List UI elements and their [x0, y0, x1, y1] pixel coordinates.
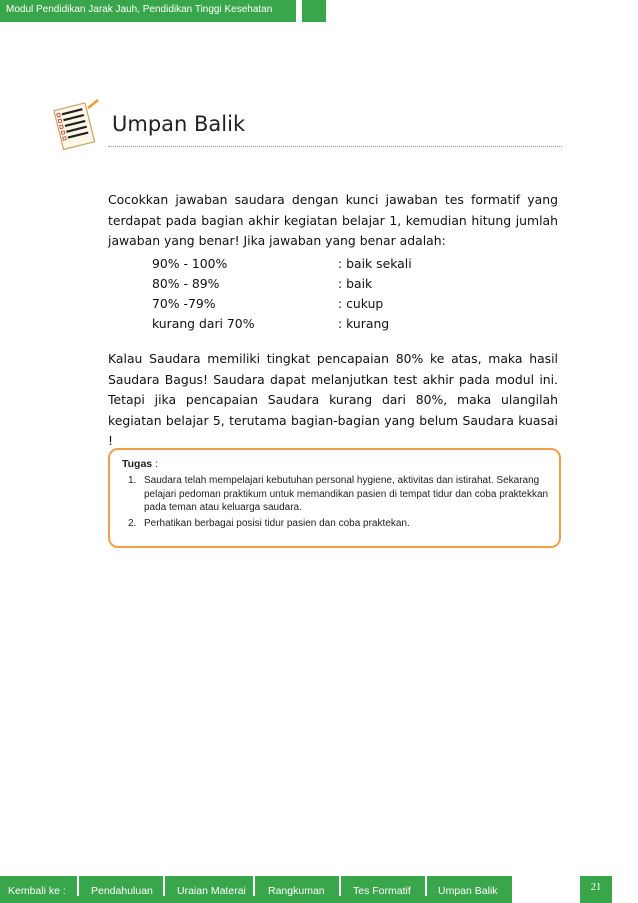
intro-paragraph: Cocokkan jawaban saudara dengan kunci jawaban tes formatif yang terdapat pada bagian akhir kegiatan belajar 1, kemudian hitung jumlah jawaban yang benar! Jika jawaban yang benar adalah: [108, 192, 558, 248]
nav-link-uraian-materai[interactable]: Uraian Materai [177, 885, 246, 897]
grade-row [152, 256, 412, 276]
grade-label: : cukup [338, 296, 384, 311]
task-item [128, 474, 558, 515]
closing-paragraph: Kalau Saudara memiliki tingkat pencapaian 80% ke atas, maka hasil Saudara Bagus! Saudara dapat melanjutkan test akhir pada modul ini. Tetapi jika pencapaian Saudara kurang dari 80%, maka ulangilah kegiatan belajar 5, terutama bagian-bagian yang belum Saudara kuasai ! [108, 351, 558, 448]
task-text: Saudara telah mempelajari kebutuhan personal hygiene, aktivitas dan istirahat. Sekarang pelajari pedoman praktikum untuk memandikan pasien di tempat tidur dan coba praktekkan pada teman atau keluarga saudara. [144, 475, 549, 513]
header-bar [0, 0, 296, 22]
page-number: 21 [590, 882, 602, 893]
nav-link-rangkuman[interactable]: Rangkuman [268, 885, 325, 897]
task-heading-label: Tugas [122, 458, 153, 470]
footer-nav [0, 876, 512, 903]
nav-separator [425, 876, 427, 896]
section-title: Umpan Balik [112, 112, 246, 136]
grade-range: 90% - 100% [152, 256, 228, 271]
nav-separator [77, 876, 79, 896]
grade-label: : baik sekali [338, 256, 412, 271]
task-text: Perhatikan berbagai posisi tidur pasien dan coba praktekan. [144, 518, 410, 529]
nav-link-pendahuluan[interactable]: Pendahuluan [91, 885, 153, 897]
grade-label: : baik [338, 276, 373, 291]
nav-link-tes-formatif[interactable]: Tes Formatif [353, 885, 411, 897]
grade-row [152, 296, 412, 316]
task-number: 2. [128, 518, 137, 529]
grade-range: 70% -79% [152, 296, 216, 311]
task-heading-colon: : [152, 458, 158, 470]
header-square [302, 0, 326, 22]
checklist-icon [48, 98, 102, 152]
task-heading [122, 458, 158, 470]
task-item [128, 517, 558, 531]
grade-range: 80% - 89% [152, 276, 220, 291]
nav-separator [253, 876, 255, 896]
title-divider [108, 146, 562, 147]
header-title: Modul Pendidikan Jarak Jauh, Pendidikan Tinggi Kesehatan [6, 4, 273, 15]
grade-row [152, 316, 412, 336]
grade-row [152, 276, 412, 296]
grade-range: kurang dari 70% [152, 316, 255, 331]
nav-separator [163, 876, 165, 896]
task-box [108, 448, 561, 548]
grade-label: : kurang [338, 316, 390, 331]
back-label: Kembali ke : [8, 885, 66, 897]
page-number-box [580, 876, 612, 903]
task-number: 1. [128, 475, 137, 486]
nav-separator [339, 876, 341, 896]
nav-link-umpan-balik[interactable]: Umpan Balik [438, 885, 498, 897]
